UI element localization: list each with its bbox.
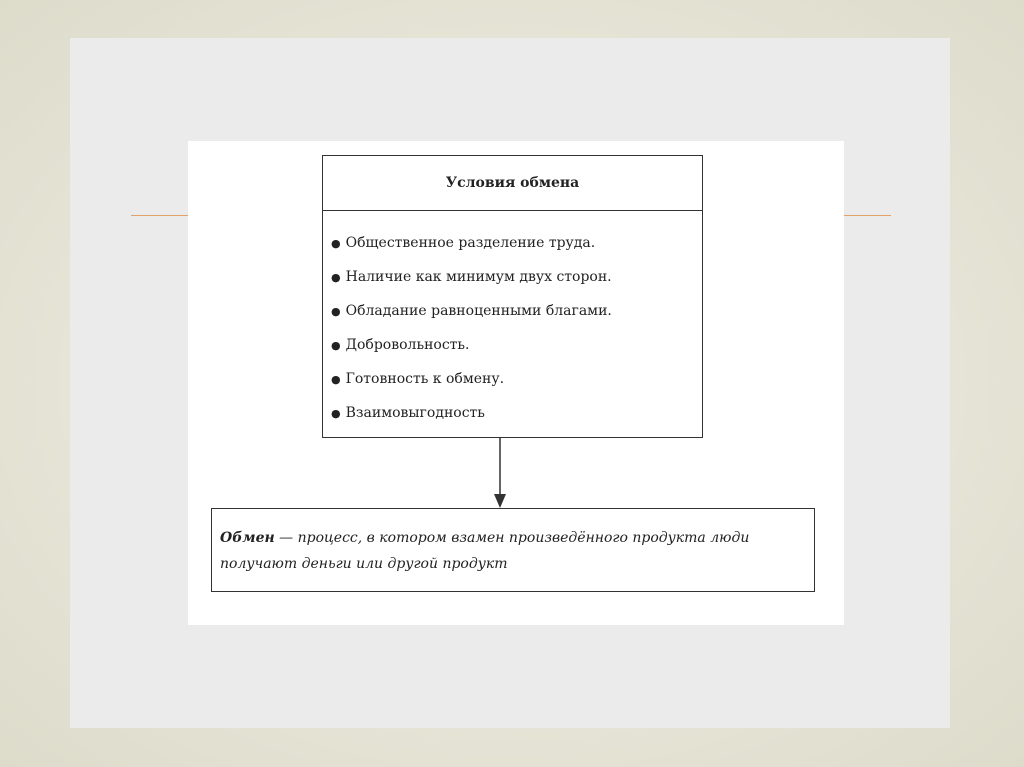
condition-item: ● Обладание равноценными благами. (331, 303, 612, 319)
bullet-icon: ● (331, 305, 341, 318)
condition-item: ● Добровольность. (331, 337, 470, 353)
condition-item: ● Взаимовыгодность (331, 405, 485, 421)
bullet-icon: ● (331, 271, 341, 284)
condition-item: ● Готовность к обмену. (331, 371, 505, 387)
conditions-box (322, 155, 703, 438)
conditions-list (323, 211, 702, 430)
accent-line-left (131, 215, 191, 216)
condition-item: ● Общественное разделение труда. (331, 235, 596, 251)
definition-term: Обмен (220, 530, 275, 546)
bullet-icon: ● (331, 407, 341, 420)
down-arrow-icon (490, 438, 510, 510)
bullet-icon: ● (331, 373, 341, 386)
definition-box (211, 508, 815, 592)
accent-line-right (843, 215, 891, 216)
bullet-icon: ● (331, 339, 341, 352)
bullet-icon: ● (331, 237, 341, 250)
conditions-title: Условия обмена (323, 156, 702, 211)
definition-text: — процесс, в котором взамен произведённого продукта люди получают деньги или другой продукт (220, 530, 750, 572)
condition-item: ● Наличие как минимум двух сторон. (331, 269, 612, 285)
